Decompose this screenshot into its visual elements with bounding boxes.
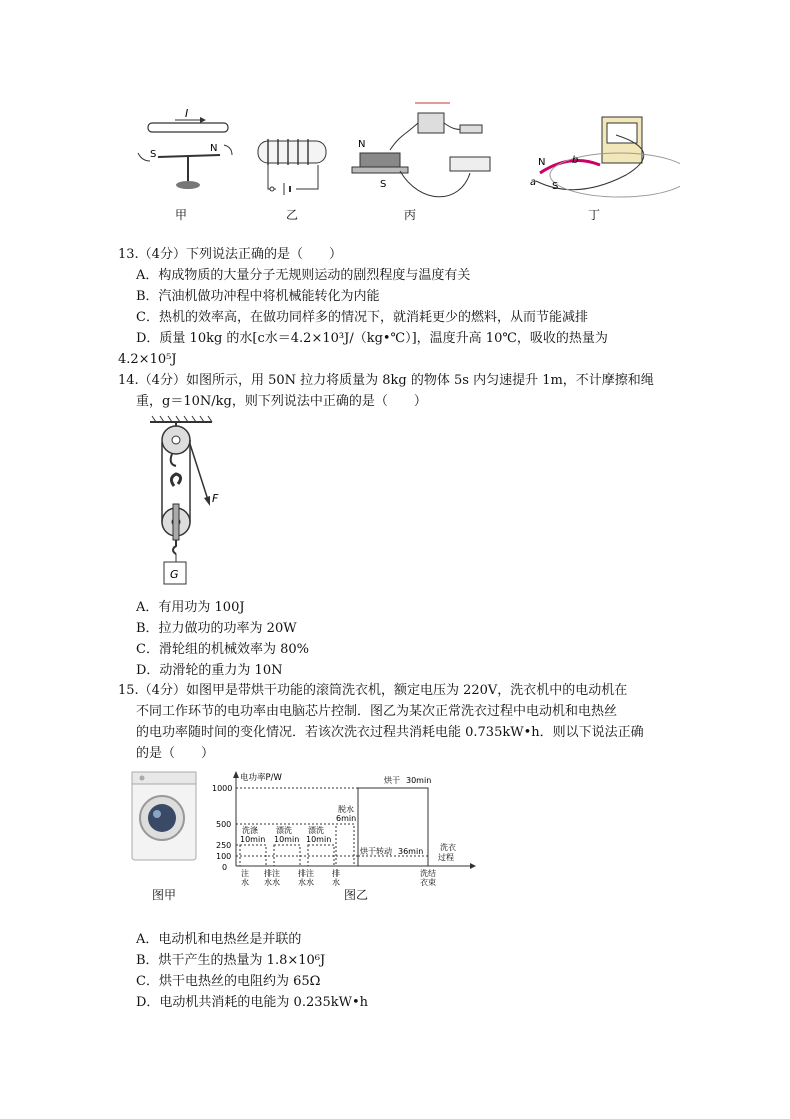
q15-stem-line4: 的是（ ） <box>136 746 215 761</box>
svg-text:N: N <box>358 139 366 150</box>
q14-option-b: B．拉力做功的功率为 20W <box>136 621 297 636</box>
power-chart-svg <box>208 768 478 888</box>
figure-ding <box>530 117 680 197</box>
segment-duration: 10min <box>306 835 332 844</box>
q13-option-a: A．构成物质的大量分子无规则运动的剧烈程度与温度有关 <box>136 268 471 283</box>
q14-stem-line1: 14.（4分）如图所示，用 50N 拉力将质量为 8kg 的物体 5s 内匀速提升 1m，不计摩擦和绳 <box>118 373 654 388</box>
x-tick: 水水 <box>264 878 280 887</box>
x-tick: 水水 <box>298 878 314 887</box>
x-tick: 排注 <box>264 869 280 878</box>
y-tick: 100 <box>216 852 232 861</box>
q13-option-d-cont: 4.2×10⁵J <box>118 352 177 367</box>
svg-text:b: b <box>572 155 579 166</box>
current-label: I <box>185 107 189 120</box>
y-tick: 0 <box>222 863 228 872</box>
x-tick: 排注 <box>298 869 314 878</box>
q13-option-b: B．汽油机做功冲程中将机械能转化为内能 <box>136 289 380 304</box>
q13-stem: 13.（4分）下列说法正确的是（ ） <box>118 247 342 262</box>
svg-text:S: S <box>150 149 157 160</box>
fig-a-caption: 图甲 <box>152 888 177 902</box>
figure-label-bing: 丙 <box>404 208 417 222</box>
q14-stem-line2: 重，g＝10N/kg，则下列说法中正确的是（ ） <box>136 394 427 409</box>
figure-label-ding: 丁 <box>588 208 601 222</box>
segment-duration: 10min <box>240 835 266 844</box>
svg-text:N: N <box>538 157 546 168</box>
segment-duration: 6min <box>336 814 357 823</box>
bar-dry-rotate <box>358 856 428 866</box>
y-tick: 500 <box>216 820 232 829</box>
q15-stem-line3: 的电功率随时间的变化情况．若该次洗衣过程共消耗电能 0.735kW•h．则以下说法正确 <box>136 725 644 740</box>
segment-label: 烘干 <box>384 776 400 785</box>
svg-text:S: S <box>380 179 387 190</box>
segment-duration: 30min <box>406 776 432 785</box>
figure-jia <box>138 107 232 189</box>
q15-option-c: C．烘干电热丝的电阻约为 65Ω <box>136 974 321 989</box>
figure-yi <box>258 139 326 195</box>
q15-stem-line1: 15.（4分）如图甲是带烘干功能的滚筒洗衣机，额定电压为 220V，洗衣机中的电动机在 <box>118 683 628 698</box>
y-axis-label: 电功率P/W <box>240 773 282 783</box>
q13-option-d: D．质量 10kg 的水[c水＝4.2×10³J/（kg•℃）]，温度升高 10℃，吸收的热量为 <box>136 331 608 346</box>
segment-label: 脱水 <box>338 805 354 814</box>
q15-stem-line2: 不同工作环节的电功率由电脑芯片控制．图乙为某次正常洗衣过程中电动机和电热丝 <box>136 704 618 719</box>
x-tick: 排 <box>332 869 340 878</box>
pulley-figure <box>140 414 230 589</box>
q13-option-c: C．热机的效率高，在做功同样多的情况下，就消耗更少的燃料，从而节能减排 <box>136 310 588 325</box>
washing-machine-svg <box>130 770 198 862</box>
q14-option-c: C．滑轮组的机械效率为 80% <box>136 642 309 657</box>
segment-duration: 36min <box>398 847 424 856</box>
figure-label-yi: 乙 <box>286 208 299 222</box>
washing-machine-image <box>130 770 198 862</box>
pulley-svg <box>140 414 230 589</box>
figure-label-jia: 甲 <box>175 208 188 222</box>
svg-text:a: a <box>530 177 537 188</box>
fig-b-caption: 图乙 <box>344 888 369 902</box>
q14-option-d: D．动滑轮的重力为 10N <box>136 663 283 678</box>
q15-option-a: A．电动机和电热丝是并联的 <box>136 932 302 947</box>
x-tick: 水 <box>332 878 340 887</box>
bar-spin <box>336 824 354 866</box>
q14-option-a: A．有用功为 100J <box>136 600 245 615</box>
x-tick: 衣束 <box>420 878 436 887</box>
chart-segments <box>240 824 428 866</box>
x-tick: 洗结 <box>420 869 436 878</box>
y-tick: 1000 <box>212 784 233 793</box>
segment-label: 漂洗 <box>276 826 292 835</box>
segment-label: 洗涤 <box>242 826 258 835</box>
svg-text:N: N <box>210 143 218 154</box>
segment-label: 漂洗 <box>308 826 324 835</box>
weight-label: G <box>170 568 179 581</box>
segment-duration: 10min <box>274 835 300 844</box>
x-tick: 注 <box>241 869 249 878</box>
q15-option-d: D．电动机共消耗的电能为 0.235kW•h <box>136 995 369 1010</box>
q15-option-b: B．烘干产生的热量为 1.8×10⁶J <box>136 953 326 968</box>
force-label: F <box>212 492 219 505</box>
x-axis-label-1: 洗衣 <box>440 843 456 852</box>
figure-bing <box>352 103 490 197</box>
svg-text:S: S <box>552 181 559 192</box>
x-tick: 水 <box>241 878 249 887</box>
y-tick: 250 <box>216 841 232 850</box>
segment-label: 烘干转动 <box>360 847 392 856</box>
power-chart <box>208 768 478 888</box>
x-ticks <box>241 868 436 887</box>
x-axis-label-2: 过程 <box>438 853 454 862</box>
